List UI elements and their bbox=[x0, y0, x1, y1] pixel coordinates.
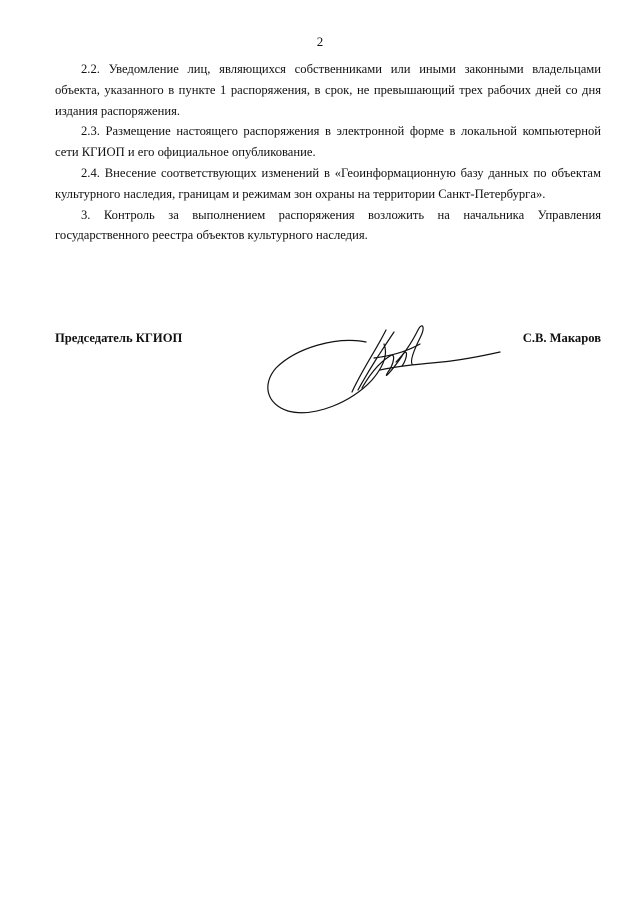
page-number: 2 bbox=[316, 34, 324, 49]
paragraph-2-3: 2.3. Размещение настоящего распоряжения в электронной форме в локальной компьютерной сети КГИОП и его официальное опубликование. bbox=[55, 124, 601, 160]
paragraph-2-4: 2.4. Внесение соответствующих изменений в «Геоинформационную базу данных по объектам культурного наследия, границам и режимам зон охраны на территории Санкт-Петербурга». bbox=[55, 165, 601, 201]
signer-title: Председатель КГИОП bbox=[55, 331, 183, 345]
handwritten-signature bbox=[262, 316, 504, 418]
paragraph-3: 3. Контроль за выполнением распоряжения возложить на начальника Управления государственного реестра объектов культурного наследия. bbox=[55, 207, 601, 243]
document-body bbox=[55, 59, 601, 246]
paragraph-2-2: 2.2. Уведомление лиц, являющихся собственниками или иными законными владельцами объекта, указанного в пункте 1 распоряжения, в срок, не превышающий трех рабочих дней со дня издания распоряжения. bbox=[55, 62, 601, 118]
signer-name: С.В. Макаров bbox=[522, 331, 601, 345]
